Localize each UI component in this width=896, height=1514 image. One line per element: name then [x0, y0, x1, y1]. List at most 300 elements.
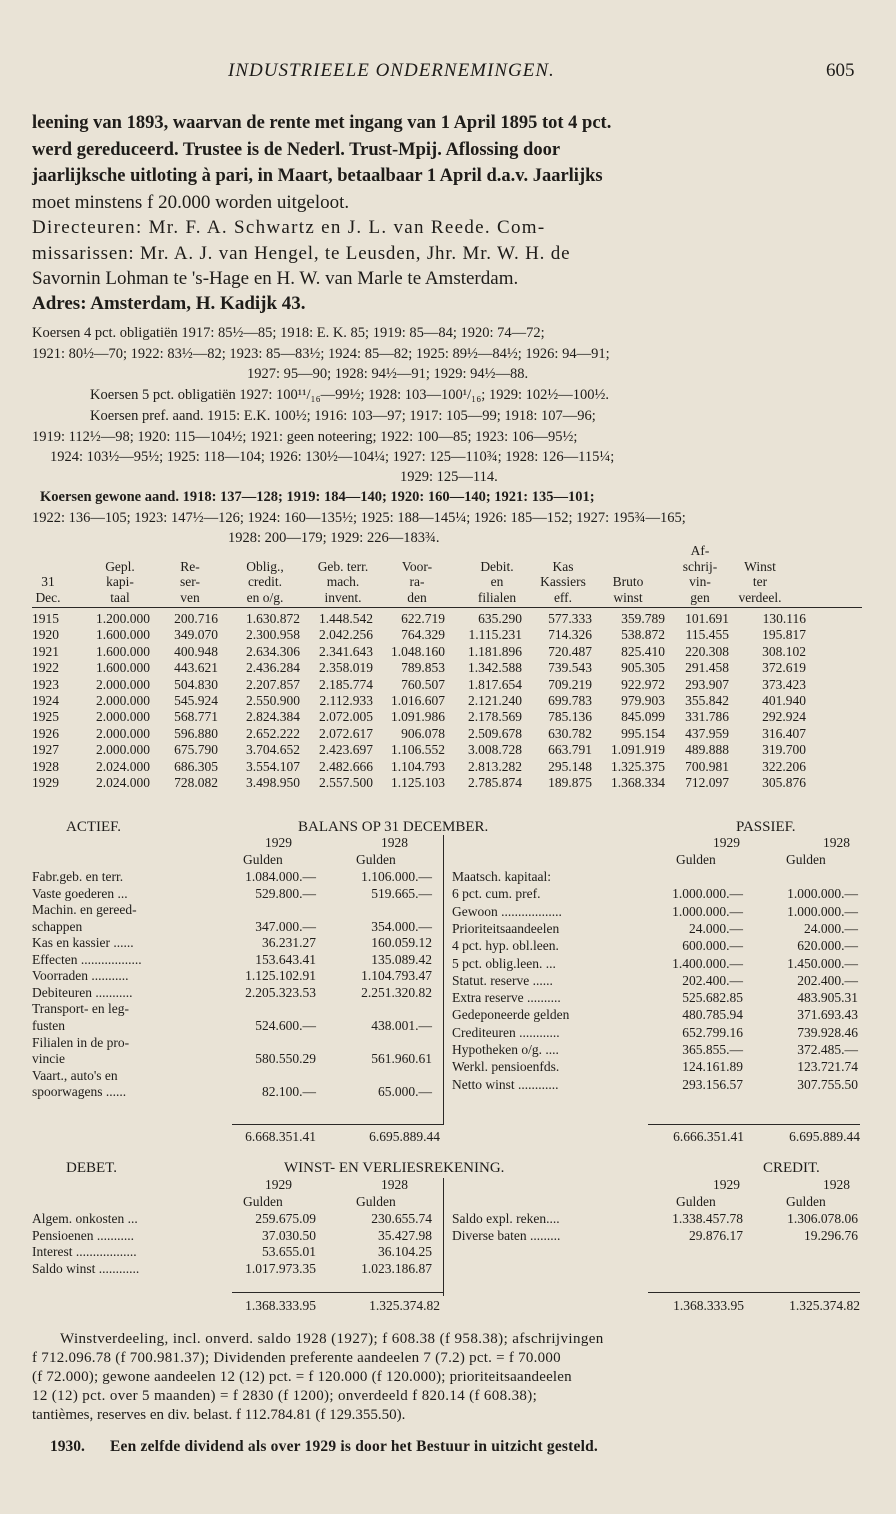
total-value: 1.368.333.95: [673, 1298, 744, 1313]
ledger-value-1928: 372.485.—: [797, 1042, 858, 1057]
table-header-cell: Debit.: [480, 559, 514, 574]
table-cell: 372.619: [762, 660, 806, 676]
table-cell: 295.148: [548, 758, 592, 774]
table-cell: 316.407: [762, 725, 806, 741]
table-cell: 1.368.334: [611, 775, 665, 790]
table-cell: 2.000.000: [96, 725, 150, 741]
table-cell: 293.907: [685, 676, 729, 692]
ledger-label: Statut. reserve ......: [452, 972, 553, 988]
table-cell: 130.116: [762, 611, 806, 626]
table-cell: 1.325.375: [611, 758, 665, 774]
ledger-label: Diverse baten .........: [452, 1227, 561, 1243]
table-cell: 728.082: [174, 775, 218, 790]
ledger-value-1929: 202.400.—: [682, 972, 743, 988]
table-header-cell: Geb. terr.: [317, 559, 369, 574]
ledger-label: Pensioenen ...........: [32, 1227, 134, 1243]
footer-line: f 712.096.78 (f 700.981.37); Dividenden preferente aandeelen 7 (7.2) pct. = f 70.000: [32, 1350, 561, 1366]
table-header-cell: credit.: [247, 574, 283, 589]
table-cell: 764.329: [401, 627, 445, 643]
actief-heading: ACTIEF.: [66, 819, 122, 835]
total-value: 1.325.374.82: [789, 1298, 860, 1313]
table-cell: 568.771: [174, 709, 218, 725]
table-cell: 789.853: [401, 660, 445, 676]
intro-line: missarissen: Mr. A. J. van Hengel, te Leusden, Jhr. Mr. W. H. de: [32, 243, 571, 264]
table-cell: 712.097: [685, 775, 729, 790]
ledger-label: Saldo expl. reken....: [452, 1211, 560, 1226]
ledger-value-1928: 202.400.—: [797, 972, 858, 988]
ledger-value-1929: 347.000.—: [255, 918, 316, 934]
year-1928: 1928: [823, 835, 850, 850]
total-value: 1.325.374.82: [369, 1298, 440, 1313]
koersen-line: Koersen pref. aand. 1915: E.K. 100½; 1916: 103—97; 1917: 105—99; 1918: 107—96;: [90, 408, 596, 424]
table-cell: 2.341.643: [319, 643, 373, 659]
table-cell: 785.136: [548, 709, 592, 725]
unit-label: Gulden: [243, 852, 283, 867]
koersen-line: 1927: 95—90; 1928: 94½—91; 1929: 94½—88.: [247, 366, 529, 382]
ledger-value-1928: 739.928.46: [797, 1024, 858, 1040]
ledger-label: Voorraden ...........: [32, 968, 129, 984]
ledger-label: fusten: [32, 1017, 65, 1033]
table-cell: 2.557.500: [319, 775, 373, 790]
table-cell: 189.875: [548, 775, 592, 790]
ledger-label: Debiteuren ...........: [32, 984, 133, 1000]
koersen-line: 1929: 125—114.: [400, 469, 498, 485]
ledger-label: Saldo winst ............: [32, 1260, 140, 1276]
total-value: 6.695.889.44: [369, 1129, 440, 1144]
table-cell: 373.423: [762, 676, 806, 692]
table-cell: 1922: [32, 660, 59, 676]
koersen-line: 1928: 200—179; 1929: 226—183¾.: [228, 530, 440, 546]
table-cell: 2.652.222: [246, 725, 300, 741]
table-cell: 2.024.000: [96, 758, 150, 774]
credit-heading: CREDIT.: [763, 1160, 820, 1176]
ledger-value-1928: 24.000.—: [804, 920, 858, 936]
ledger-value-1929: 29.876.17: [689, 1227, 743, 1243]
koersen-line: 1919: 112½—98; 1920: 115—104½; 1921: geen noteering; 1922: 100—85; 1923: 106—95½;: [32, 429, 578, 445]
ledger-value-1929: 529.800.—: [255, 885, 316, 901]
table-cell: 1.817.654: [468, 676, 522, 692]
koersen-line: Koersen 4 pct. obligatiën 1917: 85½—85; 1918: E. K. 85; 1919: 85—84; 1920: 74—72;: [32, 325, 545, 341]
header-rule: [32, 607, 862, 608]
unit-label: Gulden: [356, 852, 396, 867]
table-header-cell: kapi-: [106, 574, 134, 589]
table-cell: 2.358.019: [319, 660, 373, 676]
table-header-cell: taal: [110, 590, 130, 605]
ledger-value-1929: 524.600.—: [255, 1017, 316, 1033]
ledger-value-1929: 293.156.57: [682, 1076, 743, 1092]
table-cell: 2.509.678: [468, 725, 522, 741]
table-cell: 596.880: [174, 725, 218, 741]
table-cell: 115.455: [685, 627, 729, 643]
ledger-label: Crediteuren ............: [452, 1024, 560, 1040]
table-cell: 489.888: [685, 742, 729, 758]
year-1929: 1929: [265, 1177, 292, 1192]
ledger-label: Algem. onkosten ...: [32, 1211, 138, 1226]
table-cell: 443.621: [174, 660, 218, 676]
ledger-label: Hypotheken o/g. ....: [452, 1042, 559, 1057]
koersen-line: 1921: 80½—70; 1922: 83½—82; 1923: 85—83½; 1924: 85—82; 1925: 89½—84½; 1926: 94—91;: [32, 346, 610, 362]
footer-line: 12 (12) pct. over 5 maanden) = f 2830 (f 1200); onverdeeld f 820.14 (f 608.38);: [32, 1388, 538, 1404]
table-cell: 1.016.607: [391, 693, 445, 708]
koersen-line: Koersen gewone aand. 1918: 137—128; 1919: 184—140; 1920: 160—140; 1921: 135—101;: [40, 489, 595, 505]
table-cell: 630.782: [548, 725, 592, 741]
table-cell: 1927: [32, 742, 59, 758]
table-cell: 714.326: [548, 627, 592, 643]
ledger-value-1928: 1.000.000.—: [787, 903, 858, 919]
intro-line: moet minstens f 20.000 worden uitgeloot.: [32, 192, 350, 213]
table-cell: 1.115.231: [468, 627, 522, 643]
table-cell: 2.550.900: [246, 693, 300, 708]
ledger-label: Transport- en leg-: [32, 1001, 129, 1017]
ledger-label: 6 pct. cum. pref.: [452, 886, 541, 902]
ledger-value-1928: 36.104.25: [378, 1244, 432, 1259]
table-cell: 1.181.896: [468, 643, 522, 659]
ledger-label: Fabr.geb. en terr.: [32, 869, 124, 884]
table-cell: 2.024.000: [96, 775, 150, 790]
table-cell: 1.600.000: [96, 660, 150, 676]
table-cell: 739.543: [548, 660, 592, 676]
intro-line: Savornin Lohman te 's-Hage en H. W. van Marle te Amsterdam.: [32, 268, 519, 289]
unit-label: Gulden: [786, 852, 826, 867]
table-cell: 1.342.588: [468, 660, 522, 676]
table-cell: 995.154: [621, 725, 665, 741]
ledger-value-1929: 652.799.16: [682, 1024, 743, 1040]
ledger-value-1928: 307.755.50: [797, 1076, 858, 1092]
ledger-value-1928: 354.000.—: [371, 918, 432, 934]
ledger-value-1929: 82.100.—: [262, 1084, 316, 1100]
ledger-value-1929: 480.785.94: [682, 1007, 743, 1023]
table-cell: 2.813.282: [468, 758, 522, 774]
table-header-cell: gen: [690, 590, 710, 605]
intro-line: werd gereduceerd. Trustee is de Nederl. Trust-Mpij. Aflossing door: [32, 140, 561, 160]
table-cell: 319.700: [762, 742, 806, 758]
ledger-value-1929: 365.855.—: [682, 1042, 743, 1057]
table-header-cell: Kas: [552, 559, 574, 574]
table-cell: 331.786: [685, 709, 729, 725]
year-1928: 1928: [381, 835, 408, 850]
table-cell: 305.876: [762, 775, 806, 790]
table-cell: 1.091.986: [391, 709, 445, 725]
table-cell: 1.448.542: [319, 611, 373, 626]
table-cell: 2.072.617: [319, 725, 373, 741]
ledger-label: Machin. en gereed-: [32, 902, 137, 918]
table-header-cell: Voor-: [401, 559, 433, 574]
table-cell: 675.790: [174, 742, 218, 758]
ledger-value-1928: 35.427.98: [378, 1227, 432, 1243]
total-rule: [232, 1124, 444, 1125]
table-header-cell: eff.: [553, 590, 573, 605]
year-1929: 1929: [713, 1177, 740, 1192]
ledger-value-1929: 153.643.41: [255, 951, 316, 967]
table-header-cell: en: [490, 574, 504, 589]
table-header-cell: ter: [752, 574, 768, 589]
table-cell: 1915: [32, 611, 59, 626]
table-cell: 577.333: [548, 611, 592, 626]
table-cell: 2.000.000: [96, 742, 150, 758]
table-cell: 359.789: [621, 611, 665, 626]
ledger-label: Interest ..................: [32, 1244, 137, 1259]
year-1928: 1928: [823, 1177, 850, 1192]
table-cell: 1.630.872: [246, 611, 300, 626]
final-note: Een zelfde dividend als over 1929 is door het Bestuur in uitzicht gesteld.: [110, 1438, 598, 1455]
table-cell: 3.008.728: [468, 742, 522, 758]
ledger-value-1928: 1.023.186.87: [361, 1260, 432, 1276]
table-header-cell: den: [407, 590, 427, 605]
table-header-cell: en o/g.: [246, 590, 284, 605]
table-cell: 1.600.000: [96, 643, 150, 659]
running-header: INDUSTRIEELE ONDERNEMINGEN.: [228, 60, 555, 81]
table-cell: 1.091.919: [611, 742, 665, 758]
ledger-label: 5 pct. oblig.leen. ...: [452, 955, 556, 971]
intro-line: leening van 1893, waarvan de rente met ingang van 1 April 1895 tot 4 pct.: [32, 113, 612, 133]
table-cell: 355.842: [685, 693, 729, 708]
table-header-cell: filialen: [477, 590, 517, 605]
table-cell: 825.410: [621, 643, 665, 659]
table-cell: 3.498.950: [246, 775, 300, 790]
table-cell: 2.436.284: [246, 660, 300, 676]
ledger-label: spoorwagens ......: [32, 1084, 127, 1100]
ledger-value-1928: 19.296.76: [804, 1227, 858, 1243]
table-header-cell: Kassiers: [540, 574, 586, 589]
table-cell: 1.125.103: [391, 775, 445, 790]
total-value: 6.668.351.41: [245, 1129, 316, 1144]
year-1929: 1929: [713, 835, 740, 850]
ledger-value-1928: 160.059.12: [371, 935, 432, 951]
winst-title: WINST- EN VERLIESREKENING.: [284, 1160, 505, 1176]
table-header-cell: Gepl.: [105, 559, 135, 574]
unit-label: Gulden: [676, 1194, 716, 1209]
table-cell: 1.106.552: [391, 742, 445, 758]
ledger-value-1928: 2.251.320.82: [361, 984, 432, 1000]
table-header-cell: Dec.: [35, 590, 61, 605]
table-cell: 401.940: [762, 693, 806, 708]
final-year: 1930.: [50, 1438, 85, 1455]
table-cell: 922.972: [621, 676, 665, 692]
table-cell: 308.102: [762, 643, 806, 659]
table-cell: 2.824.384: [246, 709, 300, 725]
total-rule: [232, 1292, 444, 1293]
ledger-value-1928: 620.000.—: [797, 938, 858, 954]
ledger-value-1928: 561.960.61: [371, 1051, 432, 1067]
table-cell: 2.634.306: [246, 643, 300, 659]
total-value: 6.695.889.44: [789, 1129, 860, 1144]
table-header-cell: mach.: [326, 574, 360, 589]
ledger-label: Netto winst ............: [452, 1076, 559, 1092]
table-cell: 2.072.005: [319, 709, 373, 725]
total-rule: [648, 1292, 860, 1293]
table-cell: 709.219: [548, 676, 592, 692]
ledger-value-1929: 1.000.000.—: [672, 903, 743, 919]
ledger-value-1928: 1.106.000.—: [361, 869, 432, 884]
ledger-label: Prioriteitsaandeelen: [452, 920, 560, 936]
ledger-value-1928: 483.905.31: [797, 990, 858, 1006]
table-cell: 699.783: [548, 693, 592, 708]
table-header-cell: Oblig.,: [246, 559, 284, 574]
ledger-value-1929: 580.550.29: [255, 1051, 316, 1067]
table-cell: 2.300.958: [246, 627, 300, 643]
ledger-label: Kas en kassier ......: [32, 935, 134, 951]
table-cell: 195.817: [762, 627, 806, 643]
table-cell: 2.207.857: [246, 676, 300, 692]
table-cell: 3.554.107: [246, 758, 300, 774]
table-cell: 2.482.666: [319, 758, 373, 774]
table-cell: 1926: [32, 725, 59, 741]
table-cell: 1.200.000: [96, 611, 150, 626]
table-header-cell: vin-: [689, 574, 711, 589]
ledger-value-1928: 1.306.078.06: [787, 1211, 858, 1226]
unit-label: Gulden: [786, 1194, 826, 1209]
ledger-value-1928: 371.693.43: [797, 1007, 858, 1023]
table-header-cell: ven: [180, 590, 200, 605]
ledger-label: Filialen in de pro-: [32, 1034, 130, 1050]
table-cell: 845.099: [621, 709, 665, 725]
table-cell: 292.924: [762, 709, 806, 725]
table-header-cell: ra-: [409, 574, 425, 589]
table-cell: 2.000.000: [96, 693, 150, 708]
ledger-value-1929: 2.205.323.53: [245, 984, 316, 1000]
unit-label: Gulden: [356, 1194, 396, 1209]
table-header-cell: 31: [41, 574, 55, 589]
table-cell: 322.206: [762, 758, 806, 774]
total-value: 6.666.351.41: [673, 1129, 744, 1144]
intro-line: jaarlijksche uitloting à pari, in Maart, betaalbaar 1 April d.a.v. Jaarlijks: [32, 166, 603, 186]
ledger-value-1928: 1.000.000.—: [787, 886, 858, 902]
debet-heading: DEBET.: [66, 1160, 117, 1176]
table-cell: 400.948: [174, 643, 218, 659]
koersen-line: Koersen 5 pct. obligatiën 1927: 100¹¹/₁₆—99½; 1928: 103—100¹/₁₆; 1929: 102½—100½.: [90, 387, 609, 403]
column-divider: [443, 1178, 444, 1296]
table-cell: 1925: [32, 709, 59, 725]
ledger-value-1929: 1.084.000.—: [245, 869, 316, 884]
year-1929: 1929: [265, 835, 292, 850]
table-cell: 2.121.240: [468, 693, 522, 708]
table-header-cell: Bruto: [612, 574, 644, 589]
year-1928: 1928: [381, 1177, 408, 1192]
ledger-value-1928: 135.089.42: [371, 951, 432, 967]
ledger-value-1929: 600.000.—: [682, 938, 743, 954]
column-divider: [443, 835, 444, 1125]
table-cell: 545.924: [174, 693, 218, 708]
ledger-value-1929: 525.682.85: [682, 990, 743, 1006]
ledger-value-1929: 1.017.973.35: [245, 1260, 316, 1276]
table-header-cell: Af-: [690, 543, 710, 558]
table-cell: 1923: [32, 676, 59, 692]
koersen-line: 1924: 103½—95½; 1925: 118—104; 1926: 130½—104¼; 1927: 125—110¾; 1928: 126—115¼;: [50, 449, 615, 465]
table-cell: 2.000.000: [96, 709, 150, 725]
table-cell: 538.872: [621, 627, 665, 643]
ledger-label: Effecten ..................: [32, 951, 142, 967]
table-cell: 1928: [32, 758, 59, 774]
table-cell: 906.078: [401, 725, 445, 741]
ledger-value-1928: 65.000.—: [378, 1084, 432, 1100]
table-cell: 760.507: [401, 676, 445, 692]
table-cell: 1929: [32, 775, 59, 790]
unit-label: Gulden: [243, 1194, 283, 1209]
table-cell: 437.959: [685, 725, 729, 741]
ledger-label: Werkl. pensioenfds.: [452, 1059, 560, 1075]
footer-line: Winstverdeeling, incl. onverd. saldo 1928 (1927); f 608.38 (f 958.38); afschrijvingen: [60, 1331, 604, 1347]
table-header-cell: winst: [613, 590, 643, 605]
ledger-value-1929: 36.231.27: [262, 935, 316, 951]
table-cell: 2.112.933: [319, 693, 373, 708]
table-header-cell: ser-: [180, 574, 200, 589]
table-header-cell: verdeel.: [738, 590, 782, 605]
table-cell: 291.458: [685, 660, 729, 676]
intro-line: Directeuren: Mr. F. A. Schwartz en J. L. van Reede. Com-: [32, 217, 546, 238]
table-cell: 700.981: [685, 758, 729, 774]
ledger-value-1928: 438.001.—: [371, 1017, 432, 1033]
ledger-value-1929: 1.400.000.—: [672, 955, 743, 971]
table-cell: 101.691: [685, 611, 729, 626]
table-cell: 635.290: [478, 611, 522, 626]
table-cell: 622.719: [401, 611, 445, 626]
table-cell: 1920: [32, 627, 59, 643]
table-cell: 2.178.569: [468, 709, 522, 725]
ledger-label: 4 pct. hyp. obl.leen.: [452, 938, 559, 954]
ledger-value-1929: 259.675.09: [255, 1211, 316, 1226]
page-number: 605: [826, 60, 855, 81]
unit-label: Gulden: [676, 852, 716, 867]
ledger-label: Gedeponeerde gelden: [452, 1007, 570, 1023]
ledger-value-1929: 124.161.89: [682, 1059, 743, 1075]
ledger-value-1929: 1.125.102.91: [245, 968, 316, 984]
table-cell: 504.830: [174, 676, 218, 692]
ledger-value-1928: 519.665.—: [371, 885, 432, 901]
ledger-value-1929: 37.030.50: [262, 1227, 316, 1243]
table-cell: 2.000.000: [96, 676, 150, 692]
ledger-value-1928: 1.450.000.—: [787, 955, 858, 971]
ledger-label: vincie: [32, 1051, 65, 1067]
passief-heading: PASSIEF.: [736, 819, 796, 835]
ledger-label: Maatsch. kapitaal:: [452, 869, 551, 884]
table-header-cell: schrij-: [682, 559, 718, 574]
ledger-value-1928: 230.655.74: [371, 1211, 432, 1226]
ledger-label: Vaste goederen ...: [32, 885, 128, 901]
table-cell: 663.791: [548, 742, 592, 758]
intro-line: Adres: Amsterdam, H. Kadijk 43.: [32, 293, 306, 314]
table-cell: 1.104.793: [391, 758, 445, 774]
table-cell: 2.185.774: [319, 676, 373, 692]
table-cell: 220.308: [685, 643, 729, 659]
table-cell: 979.903: [621, 693, 665, 708]
table-cell: 1.600.000: [96, 627, 150, 643]
ledger-value-1929: 1.000.000.—: [672, 886, 743, 902]
ledger-label: Extra reserve ..........: [452, 990, 561, 1006]
ledger-value-1929: 24.000.—: [689, 920, 743, 936]
table-cell: 349.070: [174, 627, 218, 643]
footer-line: (f 72.000); gewone aandeelen 12 (12) pct. = f 120.000 (f 120.000); prioriteitsaandeelen: [32, 1369, 572, 1385]
ledger-value-1929: 1.338.457.78: [672, 1211, 743, 1226]
table-cell: 200.716: [174, 611, 218, 626]
ledger-label: Gewoon ..................: [452, 903, 562, 919]
table-cell: 1924: [32, 693, 59, 708]
ledger-value-1929: 53.655.01: [262, 1244, 316, 1259]
total-rule: [648, 1124, 860, 1125]
koersen-line: 1922: 136—105; 1923: 147½—126; 1924: 160—135½; 1925: 188—145¼; 1926: 185—152; 1927: 195¾—165;: [32, 510, 686, 526]
table-header-cell: Winst: [744, 559, 776, 574]
table-cell: 2.785.874: [468, 775, 522, 790]
table-cell: 2.042.256: [319, 627, 373, 643]
table-cell: 720.487: [548, 643, 592, 659]
table-header-cell: invent.: [324, 590, 362, 605]
ledger-value-1928: 1.104.793.47: [361, 968, 432, 984]
total-value: 1.368.333.95: [245, 1298, 316, 1313]
table-cell: 686.305: [174, 758, 218, 774]
table-cell: 2.423.697: [319, 742, 373, 758]
table-cell: 1921: [32, 643, 59, 659]
balance-title: BALANS OP 31 DECEMBER.: [298, 819, 489, 835]
table-cell: 1.048.160: [391, 643, 445, 659]
